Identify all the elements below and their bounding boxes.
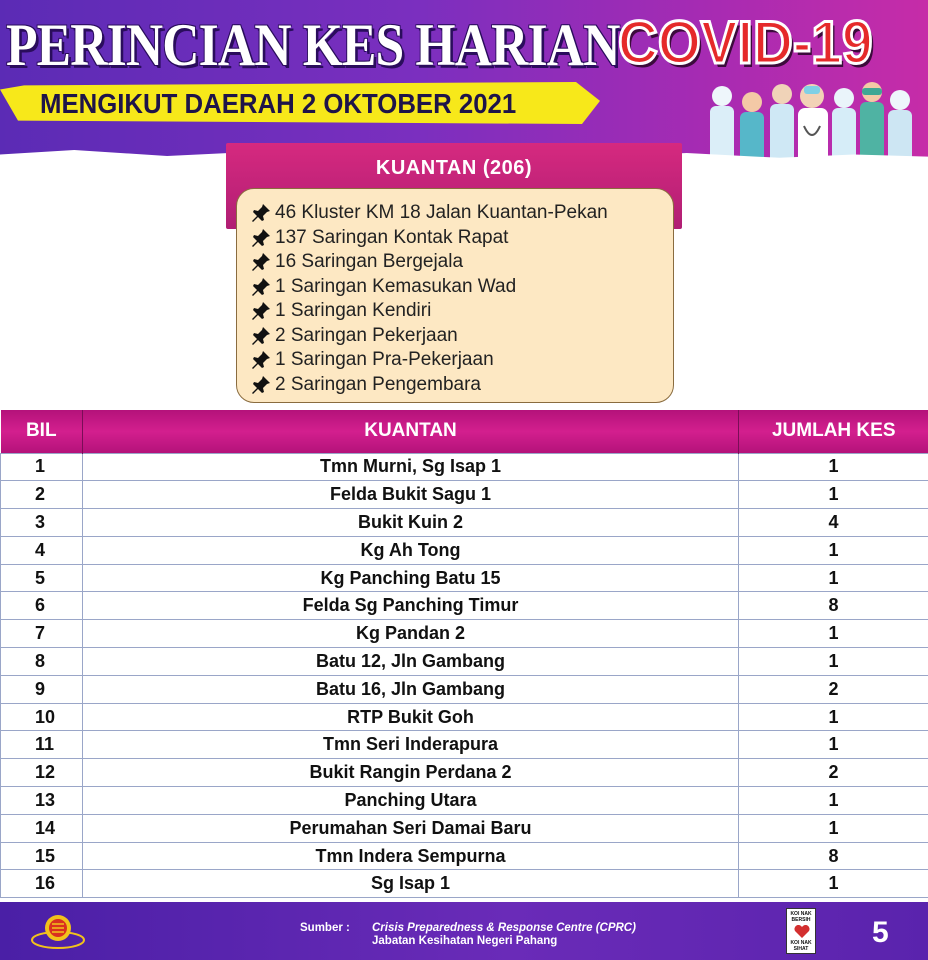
logo-text: KOI NAK (790, 911, 812, 917)
row-number: 5 (1, 564, 83, 592)
table-row (1, 814, 928, 842)
row-cases: 2 (739, 759, 928, 787)
table-row (1, 453, 928, 481)
detail-text: 2 Saringan Pekerjaan (275, 324, 458, 346)
table-header-row (1, 410, 928, 453)
row-number: 2 (1, 481, 83, 509)
row-cases: 8 (739, 842, 928, 870)
row-number: 12 (1, 759, 83, 787)
page-title: PERINCIAN KES HARIAN (6, 12, 620, 78)
row-cases: 2 (739, 675, 928, 703)
row-location: Sg Isap 1 (83, 870, 739, 898)
pushpin-icon (251, 350, 271, 370)
row-number: 3 (1, 509, 83, 537)
footer-bar (0, 902, 928, 960)
detail-text: 46 Kluster KM 18 Jalan Kuantan-Pekan (275, 202, 608, 224)
row-location: Tmn Seri Inderapura (83, 731, 739, 759)
table-row (1, 870, 928, 898)
district-details-box (236, 188, 674, 403)
row-cases: 1 (739, 703, 928, 731)
row-number: 7 (1, 620, 83, 648)
pushpin-icon (251, 375, 271, 395)
detail-item (251, 373, 673, 398)
pushpin-icon (251, 203, 271, 223)
header-banner (0, 0, 928, 162)
row-location: Batu 16, Jln Gambang (83, 675, 739, 703)
detail-item (251, 299, 673, 324)
row-location: Panching Utara (83, 787, 739, 815)
cases-table (0, 410, 928, 898)
district-title: KUANTAN (206) (375, 157, 533, 179)
row-cases: 1 (739, 731, 928, 759)
row-number: 14 (1, 814, 83, 842)
logo-text: SIHAT (793, 946, 809, 952)
row-number: 9 (1, 675, 83, 703)
logo-text: BERSIH (791, 917, 811, 923)
row-location: RTP Bukit Goh (83, 703, 739, 731)
table-row (1, 592, 928, 620)
row-cases: 1 (739, 620, 928, 648)
row-location: Batu 12, Jln Gambang (83, 648, 739, 676)
medical-staff-illustration (700, 76, 928, 162)
row-number: 16 (1, 870, 83, 898)
row-location: Tmn Indera Sempurna (83, 842, 739, 870)
row-cases: 1 (739, 453, 928, 481)
row-number: 4 (1, 536, 83, 564)
detail-item (251, 348, 673, 373)
row-number: 6 (1, 592, 83, 620)
page-subtitle: MENGIKUT DAERAH 2 OKTOBER 2021 (40, 88, 517, 119)
table-row (1, 481, 928, 509)
page-number: 5 (872, 916, 889, 949)
row-location: Tmn Murni, Sg Isap 1 (83, 453, 739, 481)
table-row (1, 675, 928, 703)
row-location: Bukit Kuin 2 (83, 509, 739, 537)
table-row (1, 648, 928, 676)
row-location: Kg Pandan 2 (83, 620, 739, 648)
detail-item (251, 275, 673, 300)
row-number: 1 (1, 453, 83, 481)
row-cases: 1 (739, 481, 928, 509)
detail-text: 16 Saringan Bergejala (275, 251, 464, 273)
detail-text: 1 Saringan Pra-Pekerjaan (275, 349, 494, 371)
covid-badge: COVID-19 (618, 9, 873, 76)
detail-text: 2 Saringan Pengembara (275, 373, 481, 395)
row-location: Perumahan Seri Damai Baru (83, 814, 739, 842)
row-cases: 1 (739, 536, 928, 564)
jkn-logo-icon (30, 910, 86, 952)
heart-icon (793, 925, 811, 939)
table-row (1, 787, 928, 815)
row-cases: 1 (739, 648, 928, 676)
pushpin-icon (251, 326, 271, 346)
detail-text: 137 Saringan Kontak Rapat (275, 226, 509, 248)
kita-logo (786, 908, 816, 954)
row-location: Felda Sg Panching Timur (83, 592, 739, 620)
detail-text: 1 Saringan Kendiri (275, 300, 432, 322)
row-cases: 1 (739, 814, 928, 842)
detail-item (251, 226, 673, 251)
pushpin-icon (251, 228, 271, 248)
row-cases: 8 (739, 592, 928, 620)
row-cases: 1 (739, 787, 928, 815)
row-cases: 1 (739, 870, 928, 898)
table-row (1, 731, 928, 759)
row-location: Kg Ah Tong (83, 536, 739, 564)
detail-text: 1 Saringan Kemasukan Wad (275, 275, 517, 297)
source-text (372, 922, 636, 948)
table-row (1, 759, 928, 787)
table-row (1, 703, 928, 731)
row-cases: 4 (739, 509, 928, 537)
pushpin-icon (251, 277, 271, 297)
table-row (1, 620, 928, 648)
detail-item (251, 250, 673, 275)
detail-item (251, 201, 673, 226)
row-number: 11 (1, 731, 83, 759)
pushpin-icon (251, 301, 271, 321)
row-cases: 1 (739, 564, 928, 592)
table-row (1, 564, 928, 592)
row-number: 10 (1, 703, 83, 731)
detail-item (251, 324, 673, 349)
row-number: 13 (1, 787, 83, 815)
row-location: Kg Panching Batu 15 (83, 564, 739, 592)
row-number: 15 (1, 842, 83, 870)
column-header-bil: BIL (1, 410, 83, 453)
table-row (1, 509, 928, 537)
column-header-location: KUANTAN (83, 410, 739, 453)
table-row (1, 842, 928, 870)
source-line-1: Crisis Preparedness & Response Centre (CPRC) (372, 922, 636, 934)
logo-text: KOI NAK (790, 940, 812, 946)
source-line-2: Jabatan Kesihatan Negeri Pahang (372, 935, 558, 947)
row-location: Bukit Rangin Perdana 2 (83, 759, 739, 787)
row-number: 8 (1, 648, 83, 676)
row-location: Felda Bukit Sagu 1 (83, 481, 739, 509)
column-header-cases: JUMLAH KES (739, 410, 928, 453)
pushpin-icon (251, 252, 271, 272)
table-row (1, 536, 928, 564)
source-label: Sumber : (300, 922, 350, 934)
